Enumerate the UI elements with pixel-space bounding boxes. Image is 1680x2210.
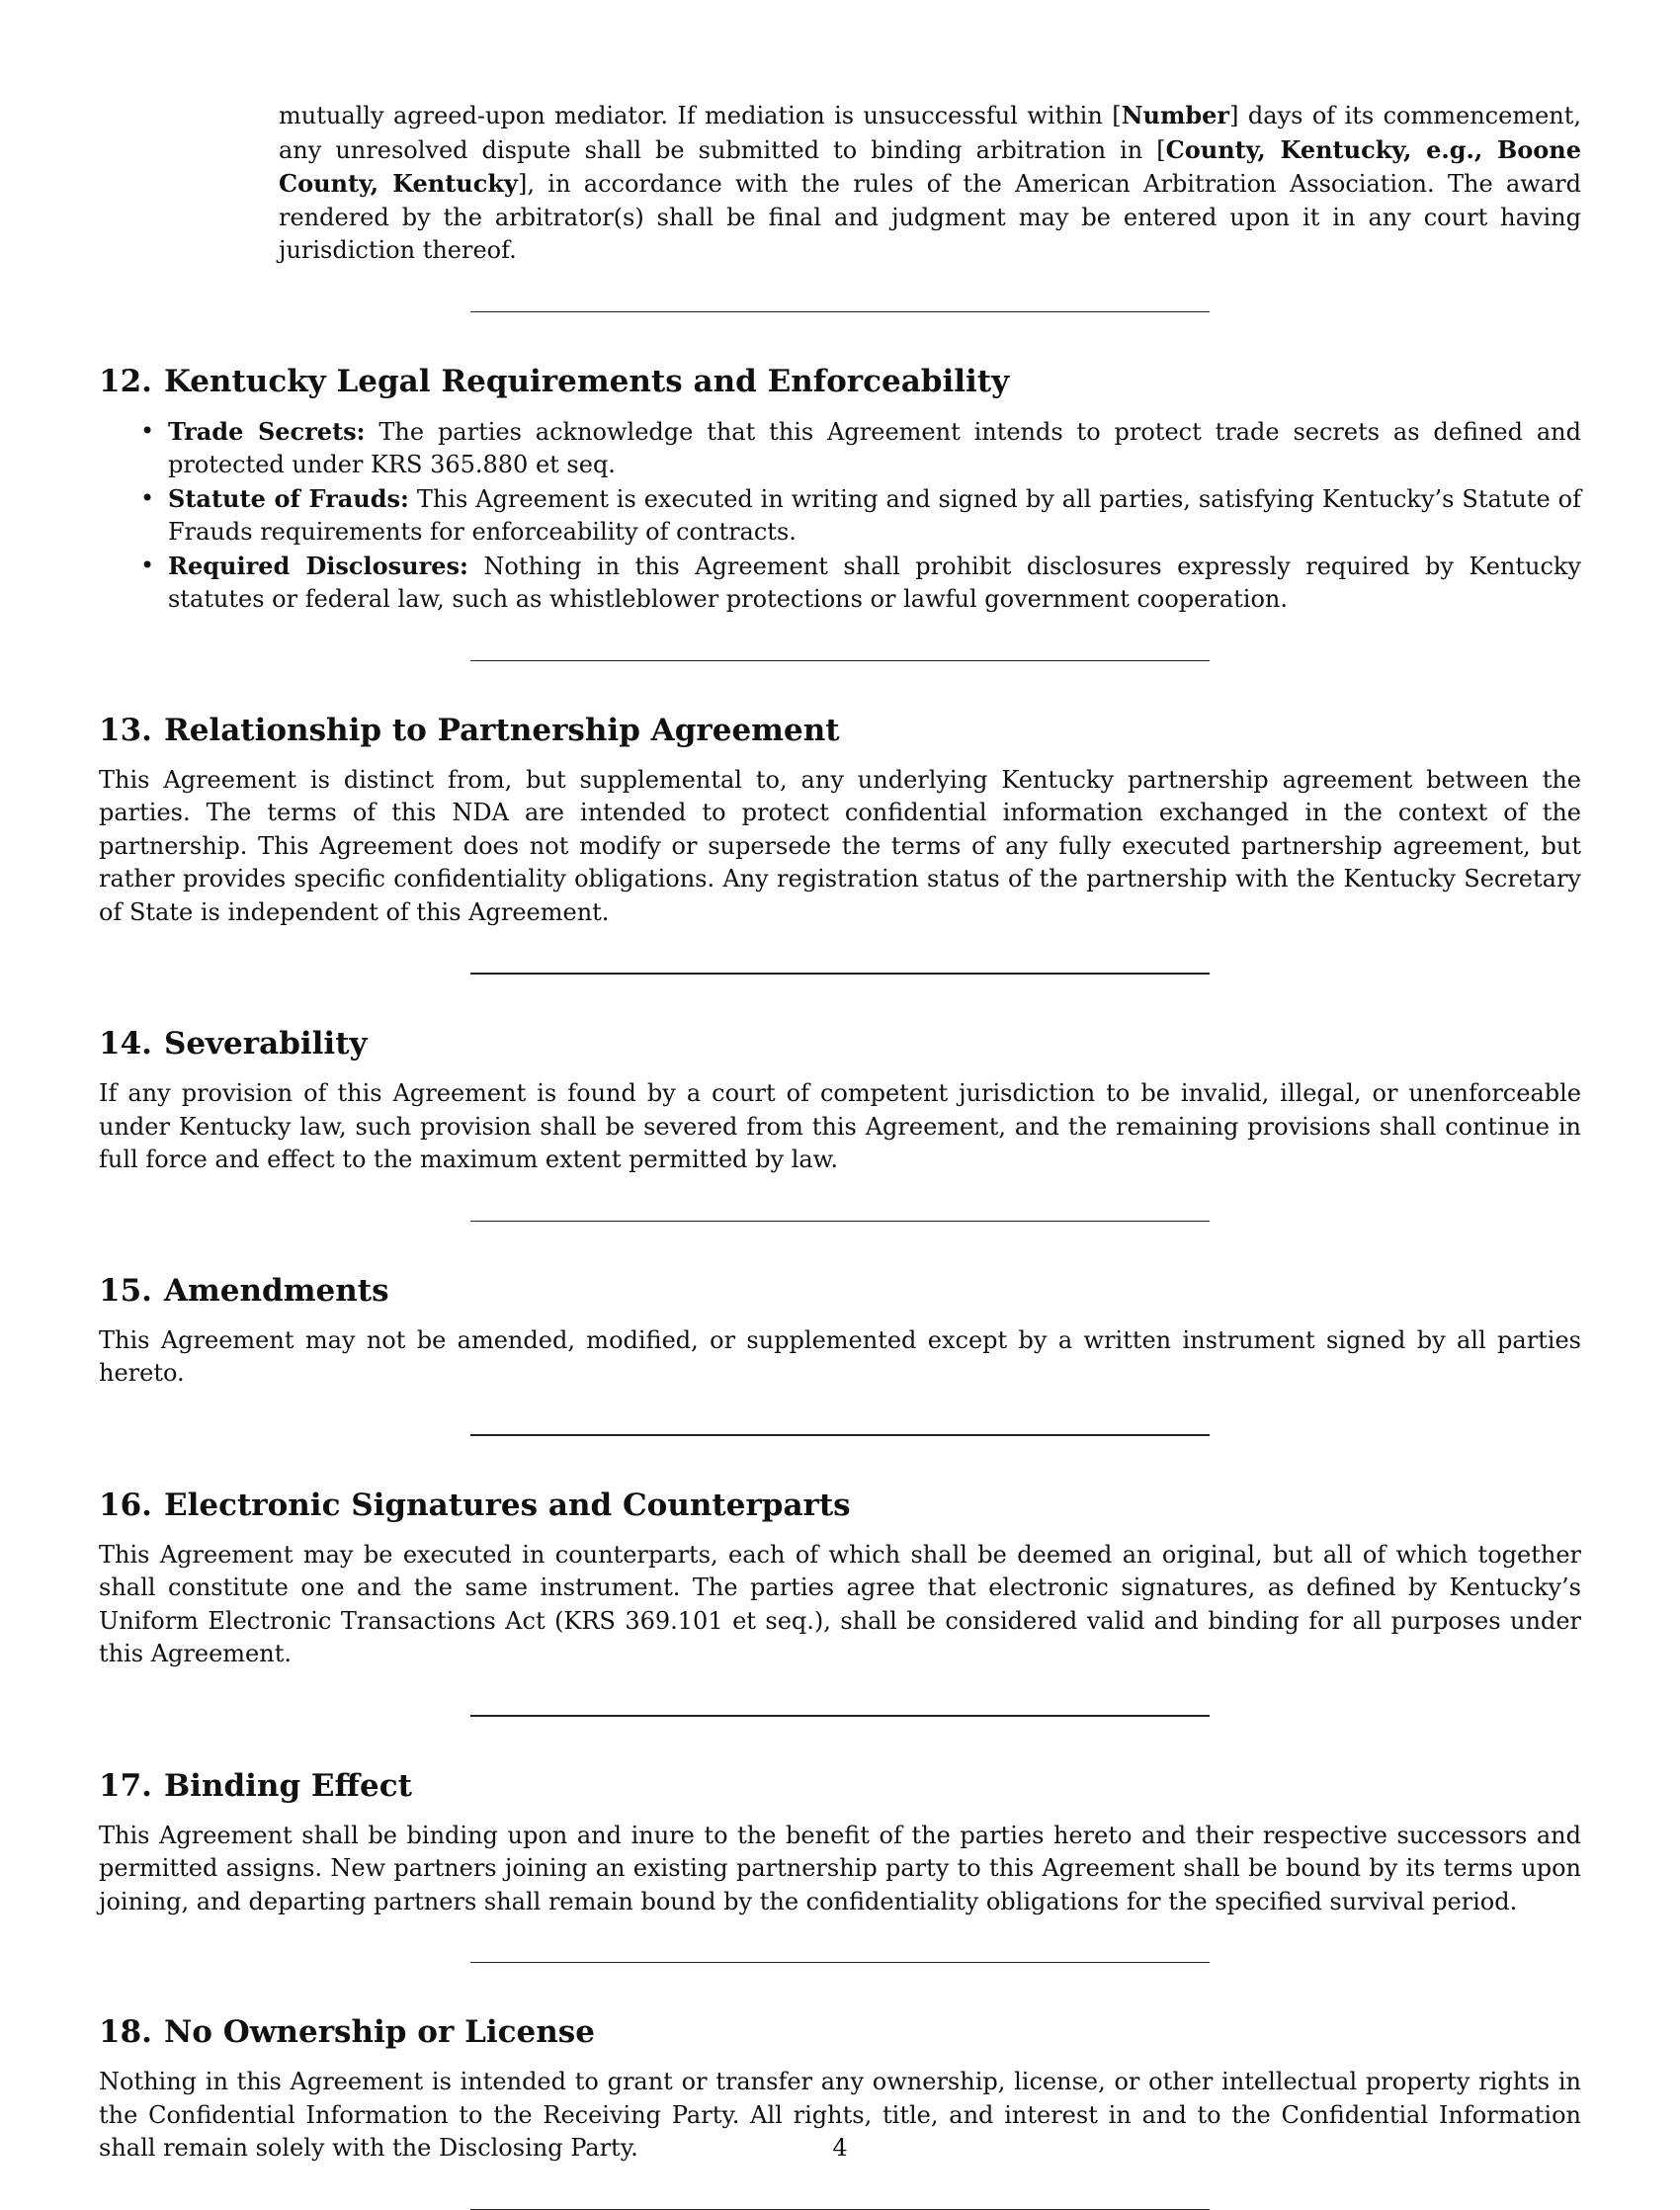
list-item (168, 550, 1581, 617)
section-heading (99, 364, 1581, 399)
item-text: Nothing in this Agreement shall prohibit disclosures expressly required by Kentucky statutes or federal law, such as whistleblower protections or lawful government cooperation. (168, 552, 1581, 613)
section-16 (99, 1488, 1581, 1671)
section-divider (470, 660, 1210, 661)
section-14 (99, 1026, 1581, 1177)
section-15 (99, 1273, 1581, 1391)
section-heading (99, 1768, 1581, 1804)
section-body: This Agreement shall be binding upon and inure to the benefit of the parties hereto and their respective successors and permitted assigns. New partners joining an existing partnership party to this Agreement shall be bound by its terms upon joining, and departing partners shall remain bound by the confidentiality obligations for the specified survival period. (99, 1821, 1581, 1915)
page-number: 4 (832, 2134, 848, 2162)
continuation-text-1: mutually agreed-upon mediator. If mediation is unsuccessful within [ (279, 102, 1122, 129)
list-item (168, 482, 1581, 550)
section-title: No Ownership or License (163, 2014, 595, 2050)
continuation-text-2: ] days of its commencement, any unresolved dispute shall be submitted to binding arbitration in [ (279, 102, 1582, 164)
item-text: The parties acknowledge that this Agreement intends to protect trade secrets as defined and protected under KRS 365.880 et seq. (168, 417, 1581, 478)
list-item (168, 415, 1581, 482)
section-heading (99, 1488, 1581, 1523)
section-17 (99, 1768, 1581, 1919)
section-title: Amendments (163, 1272, 389, 1309)
item-label: Statute of Frauds: (168, 483, 409, 513)
section-body: This Agreement is distinct from, but supplemental to, any underlying Kentucky partnership agreement between the parties. The terms of this NDA are intended to protect confidential information exchanged in the context of the partnership. This Agreement does not modify or supersede the terms of any fully executed partnership agreement, but rather provides specific confidentiality obligations. Any registration status of the partnership with the Kentucky Secretary of State is independent of this Agreement. (99, 765, 1581, 926)
section-heading (99, 2014, 1581, 2050)
section-body: This Agreement may not be amended, modified, or supplemented except by a written instrument signed by all parties hereto. (99, 1325, 1581, 1387)
section-number: 18. (99, 2014, 152, 2050)
section-body: If any provision of this Agreement is found by a court of competent jurisdiction to be invalid, illegal, or unenforceable under Kentucky law, such provision shall be severed from this Agreement, and the remaining provisions shall continue in full force and effect to the maximum extent permitted by law. (99, 1079, 1581, 1173)
section-body: Nothing in this Agreement is intended to grant or transfer any ownership, license, or other intellectual property rights in the Confidential Information to the Receiving Party. All rights, title, and interest in and to the Confidential Information shall remain solely with the Disclosing Party. (99, 2068, 1581, 2162)
section-12 (99, 364, 1581, 617)
section-number: 14. (99, 1026, 152, 1062)
section-divider (470, 1221, 1210, 1222)
section-divider (470, 1962, 1210, 1963)
section-number: 12. (99, 363, 152, 399)
item-label: Required Disclosures: (168, 551, 468, 580)
section-number: 13. (99, 712, 152, 748)
section-number: 15. (99, 1272, 152, 1309)
section-heading (99, 713, 1581, 748)
item-text: This Agreement is executed in writing and signed by all parties, satisfying Kentucky’s Statute of Frauds requirements for enforceability of contracts. (168, 484, 1581, 546)
item-label: Trade Secrets: (168, 416, 366, 446)
section-title: Electronic Signatures and Counterparts (163, 1487, 851, 1523)
section-body: This Agreement may be executed in counterparts, each of which shall be deemed an original, but all of which together shall constitute one and the same instrument. The parties agree that electronic signatures, as defined by Kentucky’s Uniform Electronic Transactions Act (KRS 369.101 et seq.), shall be considered valid and binding for all purposes under this Agreement. (99, 1540, 1581, 1667)
section-divider (470, 1434, 1210, 1436)
section-divider (470, 311, 1210, 312)
continuation-text-3: ], in accordance with the rules of the American Arbitration Association. The award rendered by the arbitrator(s) shall be final and judgment may be entered upon it in any court having jurisdiction thereof. (279, 170, 1581, 264)
section-heading (99, 1273, 1581, 1309)
mediation-arbitration-continuation (279, 99, 1581, 268)
section-divider (470, 1715, 1210, 1717)
section-title: Relationship to Partnership Agreement (163, 712, 840, 748)
section-number: 17. (99, 1767, 152, 1804)
placeholder-number: Number (1121, 101, 1230, 129)
section-number: 16. (99, 1487, 152, 1523)
section-title: Severability (163, 1026, 368, 1062)
section-13 (99, 713, 1581, 930)
section-title: Kentucky Legal Requirements and Enforceability (163, 363, 1010, 399)
section-heading (99, 1026, 1581, 1062)
requirements-list (99, 415, 1581, 617)
placeholder-county: County, Kentucky, e.g., Boone County, Kentucky (279, 134, 1581, 198)
section-divider (470, 2209, 1210, 2210)
section-divider (470, 973, 1210, 975)
section-title: Binding Effect (163, 1767, 412, 1804)
